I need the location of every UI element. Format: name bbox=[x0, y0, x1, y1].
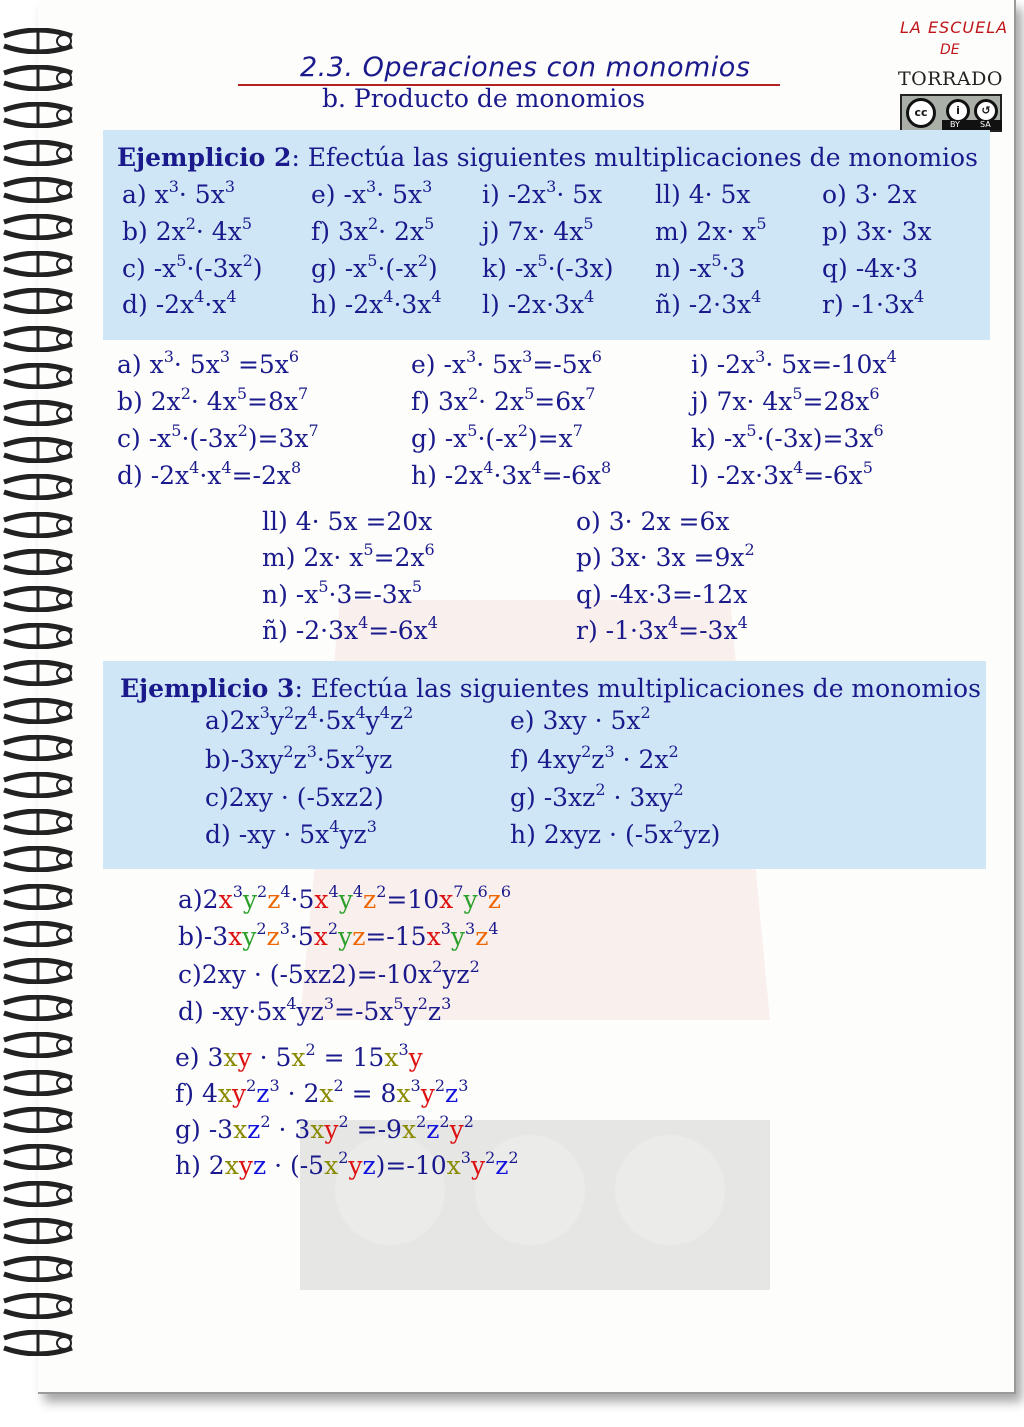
spiral-ring bbox=[2, 288, 74, 314]
spiral-ring bbox=[2, 1107, 74, 1133]
cc-license-badge bbox=[900, 94, 1002, 132]
exercise-item: h) $2xyz \cdot (-5x^2yz)$ bbox=[510, 817, 721, 849]
spiral-ring bbox=[2, 772, 74, 798]
solution-item: e) $-x^3\cdot 5x^3=-5x^6$ bbox=[411, 347, 602, 379]
solution-item: k) $-x^5\cdot(-3x)=3x^6$ bbox=[691, 421, 884, 453]
solution-item: d) $-2x^4\cdot x^4=-2x^8$ bbox=[117, 458, 302, 490]
solution-item: h) $-2x^4\cdot 3x^4=-6x^8$ bbox=[411, 458, 612, 490]
cc-icon: cc bbox=[906, 98, 936, 128]
spiral-ring bbox=[2, 251, 74, 277]
solution-item: m) $2x\cdot x^5=2x^6$ bbox=[262, 540, 435, 572]
share-alike-icon: ↺ bbox=[974, 99, 998, 123]
solution-item: h) $2xyz \cdot (-5x^2yz)=-10x^3y^2z^2$ bbox=[175, 1148, 519, 1180]
exercise-item: c) $-x^5\cdot(-3x^2)$ bbox=[122, 251, 263, 283]
spiral-ring bbox=[2, 995, 74, 1021]
solution-item: ñ) $-2\cdot 3x^4=-6x^4$ bbox=[262, 613, 438, 645]
solution-item: ll) 4· 5x =20x bbox=[262, 507, 433, 536]
spiral-ring bbox=[2, 363, 74, 389]
solution-item: $a)2x^3y^2z^4\cdot 5x^4y^4z^2=10x^7y^6z^6$ bbox=[178, 882, 512, 914]
exercise-item: g) $-3xz^2 \cdot 3xy^2$ bbox=[510, 780, 684, 812]
spiral-ring bbox=[2, 28, 74, 54]
solution-item: c) $-x^5\cdot(-3x^2)=3x^7$ bbox=[117, 421, 319, 453]
exercise-item: $a)2x^3y^2z^4\cdot 5x^4y^4z^2$ bbox=[205, 703, 414, 735]
spiral-ring bbox=[2, 1218, 74, 1244]
exercise-item: r) $-1\cdot 3x^4$ bbox=[822, 287, 925, 319]
spiral-ring bbox=[2, 214, 74, 240]
solution-item: q) -4x·3=-12x bbox=[576, 580, 748, 609]
spiral-ring bbox=[2, 698, 74, 724]
spiral-ring bbox=[2, 1070, 74, 1096]
exercise-item: d) $-xy \cdot 5x^4yz^3$ bbox=[205, 817, 377, 849]
solution-item: p) $3x\cdot 3x =9x^2$ bbox=[576, 540, 755, 572]
solution-item: g) $-x^5\cdot(-x^2)=x^7$ bbox=[411, 421, 583, 453]
license-bar bbox=[942, 120, 1002, 130]
exercise-item: e) $-x^3\cdot 5x^3$ bbox=[311, 177, 433, 209]
logo-line-1: LA ESCUELA bbox=[900, 18, 1009, 37]
exercise-item: j) $7x\cdot 4x^5$ bbox=[482, 214, 594, 246]
exercise-item: $b)-3xy^2z^3\cdot 5x^2yz$ bbox=[205, 742, 393, 774]
spiral-ring bbox=[2, 623, 74, 649]
solution-item: a) $x^3\cdot 5x^3 =5x^6$ bbox=[117, 347, 300, 379]
exercise-item: q) -4x·3 bbox=[822, 254, 919, 283]
solution-item: g) $-3xz^2 \cdot 3xy^2 =-9x^2z^2y^2$ bbox=[175, 1112, 474, 1144]
spiral-ring bbox=[2, 809, 74, 835]
example-3-title-bold: Ejemplicio 3 bbox=[120, 674, 295, 703]
example-2-title-rest: : Efectúa las siguientes multiplicaciones de monomios bbox=[291, 143, 978, 172]
spiral-ring bbox=[2, 140, 74, 166]
exercise-item: k) $-x^5\cdot(-3x)$ bbox=[482, 251, 614, 283]
spiral-ring bbox=[2, 549, 74, 575]
exercise-item: m) $2x\cdot x^5$ bbox=[655, 214, 767, 246]
exercise-item: c)2xy · (-5xz2) bbox=[205, 783, 384, 812]
exercise-item: g) $-x^5\cdot(-x^2)$ bbox=[311, 251, 438, 283]
exercise-item: b) $2x^2\cdot 4x^5$ bbox=[122, 214, 252, 246]
license-by-label: BY bbox=[950, 120, 960, 129]
spiral-ring bbox=[2, 958, 74, 984]
spiral-ring bbox=[2, 437, 74, 463]
spiral-ring bbox=[2, 921, 74, 947]
spiral-ring bbox=[2, 512, 74, 538]
exercise-item: p) 3x· 3x bbox=[822, 217, 932, 246]
by-person-icon: i bbox=[946, 99, 970, 123]
solution-item: e) $3xy \cdot 5x^2 = 15x^3y$ bbox=[175, 1040, 423, 1072]
solution-item: f) $3x^2\cdot 2x^5=6x^7$ bbox=[411, 384, 596, 416]
solution-item: o) 3· 2x =6x bbox=[576, 507, 730, 536]
example-2-title bbox=[117, 143, 978, 173]
spiral-ring bbox=[2, 1256, 74, 1282]
exercise-item: i) $-2x^3\cdot 5x$ bbox=[482, 177, 603, 209]
solution-item: d) $-xy\cdot 5x^4yz^3=-5x^5y^2z^3$ bbox=[178, 994, 452, 1026]
exercise-item: d) $-2x^4\cdot x^4$ bbox=[122, 287, 237, 319]
logo-line-3: TORRADO bbox=[898, 68, 1003, 90]
solution-item: f) $4xy^2z^3 \cdot 2x^2 = 8x^3y^2z^3$ bbox=[175, 1076, 469, 1108]
spiral-ring bbox=[2, 177, 74, 203]
spiral-ring bbox=[2, 1144, 74, 1170]
spiral-ring bbox=[2, 326, 74, 352]
spiral-ring bbox=[2, 474, 74, 500]
solution-item: l) $-2x\cdot 3x^4=-6x^5$ bbox=[691, 458, 873, 490]
solution-item: $b)-3xy^2z^3\cdot 5x^2yz=-15x^3y^3z^4$ bbox=[178, 919, 499, 951]
exercise-item: h) $-2x^4\cdot 3x^4$ bbox=[311, 287, 442, 319]
solution-item: n) $-x^5\cdot 3=-3x^5$ bbox=[262, 577, 422, 609]
spiral-ring bbox=[2, 660, 74, 686]
spiral-ring bbox=[2, 1181, 74, 1207]
spiral-ring bbox=[2, 1032, 74, 1058]
example-2-title-bold: Ejemplicio 2 bbox=[117, 143, 292, 172]
example-3-title bbox=[120, 674, 981, 704]
spiral-ring bbox=[2, 1293, 74, 1319]
spiral-ring bbox=[2, 735, 74, 761]
exercise-item: o) 3· 2x bbox=[822, 180, 917, 209]
spiral-ring bbox=[2, 846, 74, 872]
page-subtitle: b. Producto de monomios bbox=[322, 84, 646, 113]
exercise-item: f) $4xy^2z^3 \cdot 2x^2$ bbox=[510, 742, 679, 774]
spiral-binding bbox=[0, 28, 80, 1368]
solution-item: j) $7x\cdot 4x^5=28x^6$ bbox=[691, 384, 880, 416]
license-sa-label: SA bbox=[980, 120, 991, 129]
page-title: 2.3. Operaciones con monomios bbox=[300, 52, 751, 83]
spiral-ring bbox=[2, 102, 74, 128]
solution-item: $c)2xy \cdot (-5xz2)=-10x^2yz^2$ bbox=[178, 957, 480, 989]
exercise-item: ll) 4· 5x bbox=[655, 180, 751, 209]
school-logo bbox=[896, 10, 1008, 128]
solution-item: b) $2x^2\cdot 4x^5=8x^7$ bbox=[117, 384, 309, 416]
spiral-ring bbox=[2, 884, 74, 910]
spiral-ring bbox=[2, 65, 74, 91]
exercise-item: f) $3x^2\cdot 2x^5$ bbox=[311, 214, 435, 246]
logo-line-2: DE bbox=[940, 42, 960, 58]
solution-item: i) $-2x^3\cdot 5x=-10x^4$ bbox=[691, 347, 897, 379]
spiral-ring bbox=[2, 1330, 74, 1356]
spiral-ring bbox=[2, 586, 74, 612]
spiral-ring bbox=[2, 400, 74, 426]
exercise-item: n) $-x^5\cdot 3$ bbox=[655, 251, 746, 283]
example-3-title-rest: : Efectúa las siguientes multiplicaciones de monomios bbox=[294, 674, 981, 703]
exercise-item: l) $-2x\cdot 3x^4$ bbox=[482, 287, 595, 319]
exercise-item: e) $3xy \cdot 5x^2$ bbox=[510, 703, 651, 735]
exercise-item: ñ) $-2\cdot 3x^4$ bbox=[655, 287, 762, 319]
solution-item: r) $-1\cdot 3x^4=-3x^4$ bbox=[576, 613, 748, 645]
exercise-item: a) $x^3\cdot 5x^3$ bbox=[122, 177, 235, 209]
